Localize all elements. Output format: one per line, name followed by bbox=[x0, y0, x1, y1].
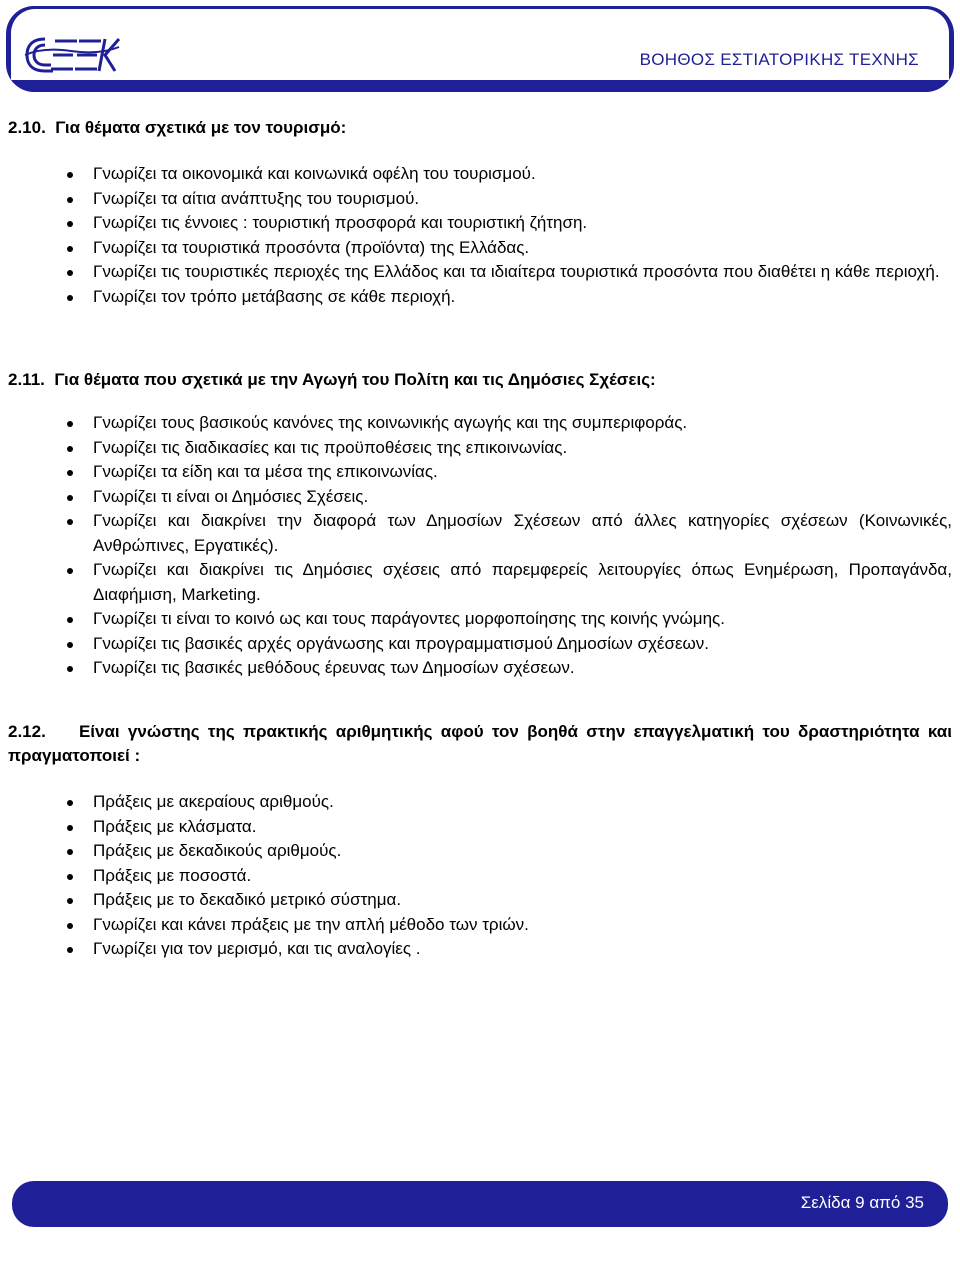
bullet-icon bbox=[67, 947, 73, 953]
list-item: Γνωρίζει τις βασικές μεθόδους έρευνας των Δημοσίων σχέσεων. bbox=[8, 656, 952, 681]
bullet-icon bbox=[67, 470, 73, 476]
bullet-icon bbox=[67, 495, 73, 501]
section-title: Για θέματα σχετικά με τον τουρισμό: bbox=[55, 118, 347, 137]
bullet-icon bbox=[67, 221, 73, 227]
list-item: Γνωρίζει και διακρίνει την διαφορά των Δημοσίων Σχέσεων από άλλες κατηγορίες σχέσεων (Κοινωνικές, Ανθρώπινες, Εργατικές). bbox=[8, 509, 952, 558]
bullet-icon bbox=[67, 642, 73, 648]
list-item: Γνωρίζει τον τρόπο μετάβασης σε κάθε περιοχή. bbox=[8, 285, 952, 310]
list-item: Γνωρίζει τα είδη και τα μέσα της επικοινωνίας. bbox=[8, 460, 952, 485]
list-item: Πράξεις με ακεραίους αριθμούς. bbox=[8, 790, 952, 815]
list-item: Γνωρίζει τι είναι το κοινό ως και τους παράγοντες μορφοποίησης της κοινής γνώμης. bbox=[8, 607, 952, 632]
list-item: Πράξεις με το δεκαδικό μετρικό σύστημα. bbox=[8, 888, 952, 913]
section-2-11 bbox=[8, 368, 952, 681]
footer-bar bbox=[12, 1181, 948, 1227]
bullet-icon bbox=[67, 446, 73, 452]
bullet-icon bbox=[67, 898, 73, 904]
list-item: Γνωρίζει τις έννοιες : τουριστική προσφορά και τουριστική ζήτηση. bbox=[8, 211, 952, 236]
list-item: Γνωρίζει για τον μερισμό, και τις αναλογίες . bbox=[8, 937, 952, 962]
section-2-10 bbox=[8, 116, 952, 309]
bullet-icon bbox=[67, 197, 73, 203]
bullet-icon bbox=[67, 666, 73, 672]
bullet-icon bbox=[67, 617, 73, 623]
bullet-icon bbox=[67, 923, 73, 929]
bullet-icon bbox=[67, 270, 73, 276]
bullet-list bbox=[8, 790, 952, 962]
bullet-icon bbox=[67, 825, 73, 831]
section-heading bbox=[8, 116, 952, 140]
list-item: Γνωρίζει τις διαδικασίες και τις προϋποθέσεις της επικοινωνίας. bbox=[8, 436, 952, 461]
bullet-icon bbox=[67, 295, 73, 301]
list-item: Γνωρίζει τα οικονομικά και κοινωνικά οφέλη του τουρισμού. bbox=[8, 162, 952, 187]
list-item: Γνωρίζει τις βασικές αρχές οργάνωσης και προγραμματισμού Δημοσίων σχέσεων. bbox=[8, 632, 952, 657]
header-panel bbox=[11, 9, 949, 80]
list-item: Γνωρίζει τις τουριστικές περιοχές της Ελλάδος και τα ιδιαίτερα τουριστικά προσόντα που διαθέτει η κάθε περιοχή. bbox=[8, 260, 952, 285]
section-2-12 bbox=[8, 720, 952, 962]
document-title: ΒΟΗΘΟΣ ΕΣΤΙΑΤΟΡΙΚΗΣ ΤΕΧΝΗΣ bbox=[639, 50, 919, 69]
list-item: Πράξεις με ποσοστά. bbox=[8, 864, 952, 889]
bullet-icon bbox=[67, 874, 73, 880]
section-title: Είναι γνώστης της πρακτικής αριθμητικής αφού τον βοηθά στην επαγγελματική του δραστηριότητα και πραγματοποιεί : bbox=[8, 722, 952, 765]
section-heading bbox=[8, 720, 952, 768]
bullet-icon bbox=[67, 421, 73, 427]
list-item: Γνωρίζει τα τουριστικά προσόντα (προϊόντα) της Ελλάδας. bbox=[8, 236, 952, 261]
list-item: Γνωρίζει και κάνει πράξεις με την απλή μέθοδο των τριών. bbox=[8, 913, 952, 938]
bullet-icon bbox=[67, 849, 73, 855]
list-item: Πράξεις με δεκαδικούς αριθμούς. bbox=[8, 839, 952, 864]
section-number: 2.12. bbox=[8, 722, 46, 741]
bullet-icon bbox=[67, 246, 73, 252]
list-item: Γνωρίζει τους βασικούς κανόνες της κοινωνικής αγωγής και της συμπεριφοράς. bbox=[8, 411, 952, 436]
section-heading bbox=[8, 368, 952, 392]
page-number: Σελίδα 9 από 35 bbox=[800, 1193, 924, 1212]
ceek-logo bbox=[23, 33, 121, 77]
bullet-icon bbox=[67, 568, 73, 574]
list-item: Πράξεις με κλάσματα. bbox=[8, 815, 952, 840]
bullet-icon bbox=[67, 172, 73, 178]
bullet-icon bbox=[67, 800, 73, 806]
list-item: Γνωρίζει τι είναι οι Δημόσιες Σχέσεις. bbox=[8, 485, 952, 510]
bullet-list bbox=[8, 162, 952, 309]
section-number: 2.11. bbox=[8, 370, 45, 389]
bullet-list bbox=[8, 411, 952, 681]
list-item: Γνωρίζει και διακρίνει τις Δημόσιες σχέσεις από παρεμφερείς λειτουργίες όπως Ενημέρωση, Προπαγάνδα, Διαφήμιση, Marketing. bbox=[8, 558, 952, 607]
list-item: Γνωρίζει τα αίτια ανάπτυξης του τουρισμού. bbox=[8, 187, 952, 212]
bullet-icon bbox=[67, 519, 73, 525]
section-title: Για θέματα που σχετικά με την Αγωγή του Πολίτη και τις Δημόσιες Σχέσεις: bbox=[54, 370, 656, 389]
section-number: 2.10. bbox=[8, 118, 46, 137]
